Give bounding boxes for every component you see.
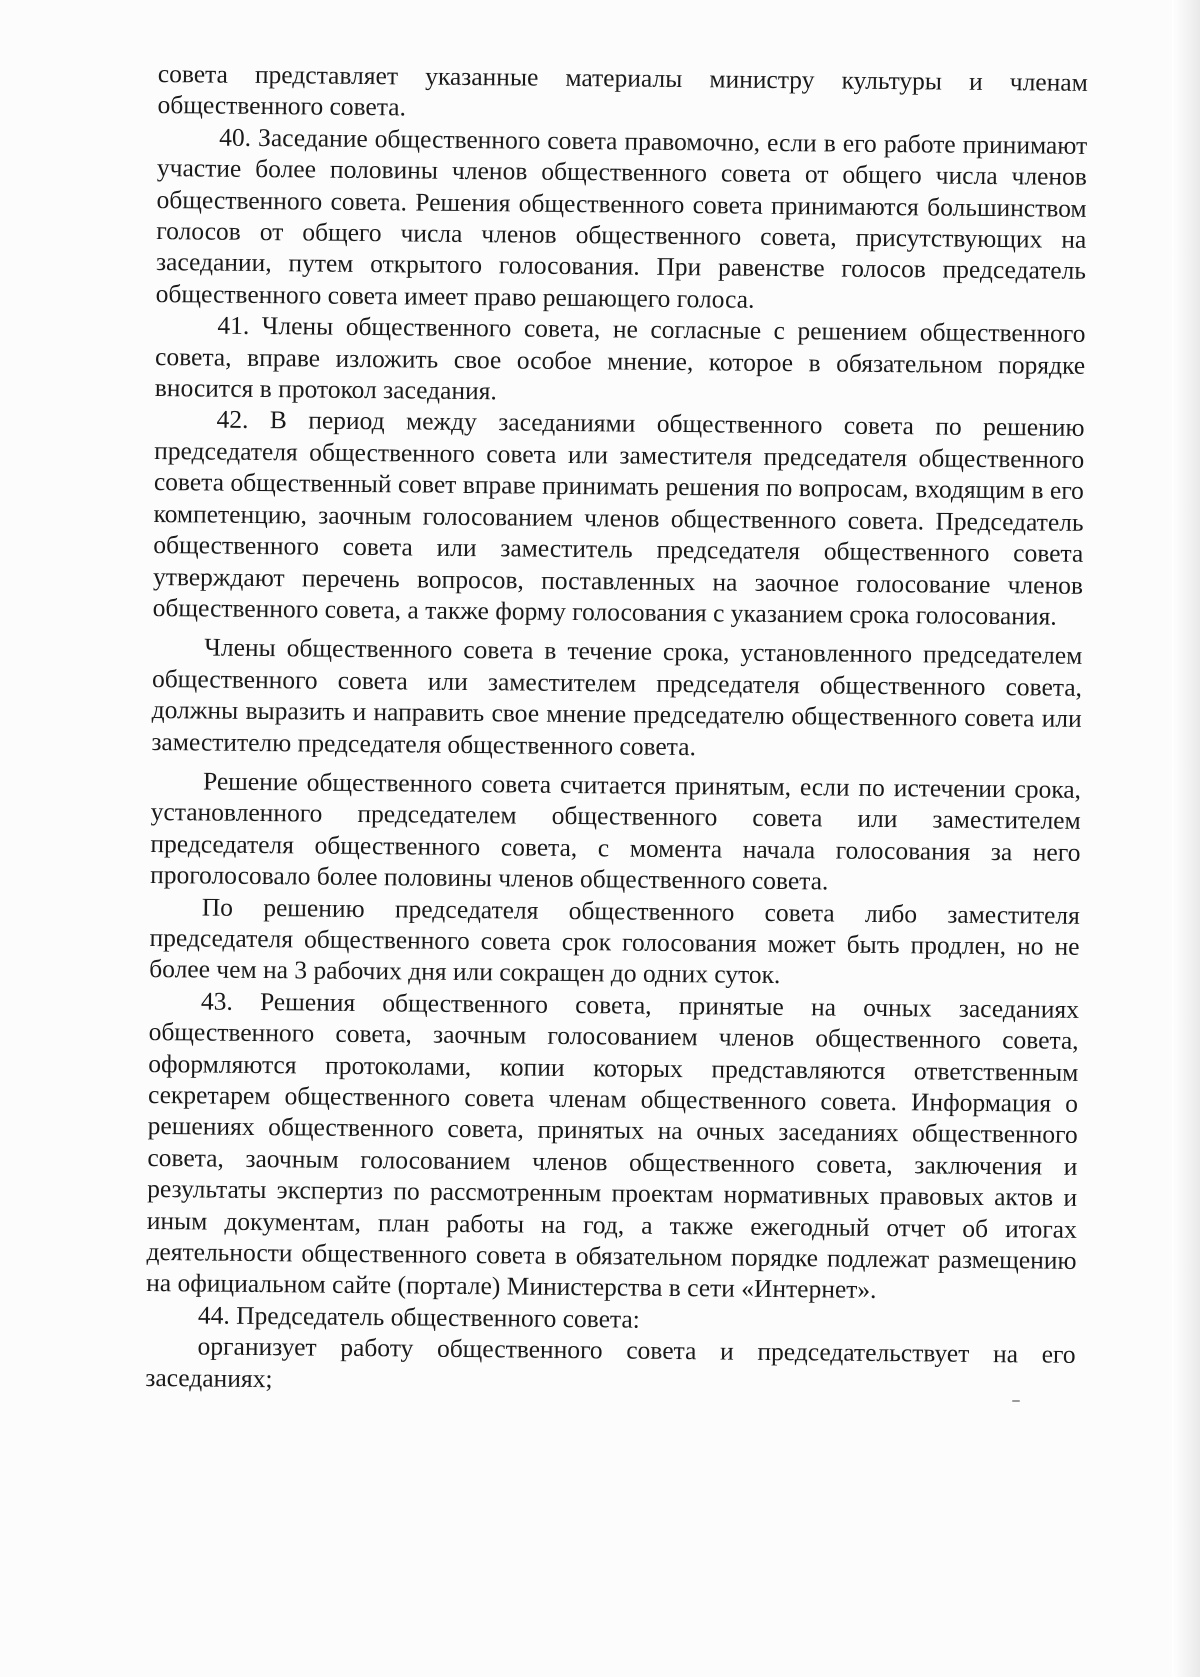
scan-speck <box>1012 1400 1020 1402</box>
paragraph-44: 44. Председатель общественного совета: <box>197 1300 640 1334</box>
paragraph-42: 42. В период между заседаниями общественного совета по решению председателя общественного совета или заместителя председателя общественного совета общественный совет вправе принимать решения по вопросам, входящим в его компетенцию, заочным голосованием членов общественного совета. Председатель общественного совета или заместитель председателя общественного совета утверждают перечень вопросов, поставленных на заочное голосование членов общественного совета, а также форму голосования с указанием срока голосования. <box>152 405 1085 631</box>
paragraph-40: 40. Заседание общественного совета правомочно, если в его работе принимают участие более половины членов общественного совета от общего числа членов общественного совета. Решения общественного совета принимаются большинством голосов от общего числа членов общественного совета, присутствующих на заседании, путем открытого голосования. При равенстве голосов председатель общественного совета имеет право решающего голоса. <box>155 122 1088 314</box>
paragraph-43: 43. Решения общественного совета, принятые на очных заседаниях общественного совета, заочным голосованием членов общественного совета, оформляются протоколами, копии которых представляются ответственным секретарем общественного совета членам общественного совета. Информация о решениях общественного совета, принятых на очных заседаниях общественного совета, заочным голосованием членов общественного совета, заключения и результаты экспертиз по рассмотренным проектам нормативных правовых актов и иным документам, план работы на год, а также ежегодный отчет об итогах деятельности общественного совета в обязательном порядке подлежат размещению на официальном сайте (портале) Министерства в сети «Интернет». <box>146 986 1080 1305</box>
paragraph-42-decision: Решение общественного совета считается принятым, если по истечении срока, установленного председателем общественного совета или заместителем председателя общественного совета, с момента начала голосования за него проголосовало более половины членов общественного совета. <box>150 766 1082 896</box>
paragraph-44-item: организует работу общественного совета и председательствует на его заседаниях; <box>145 1331 1076 1393</box>
scan-edge-shadow <box>1172 0 1200 1677</box>
paragraph-42-extension: По решению председателя общественного совета либо заместителя председателя общественного совета срок голосования может быть продлен, но не более чем на 3 рабочих дня или сокращен до одних суток. <box>149 892 1080 990</box>
paragraph-41: 41. Члены общественного совета, не согласные с решением общественного совета, вправе изложить свое особое мнение, которое в обязательном порядке вносится в протокол заседания. <box>154 310 1086 406</box>
document-body <box>145 58 1088 1402</box>
paragraph-continuation: совета представляет указанные материалы министру культуры и членам общественного совета. <box>157 58 1088 122</box>
paragraph-42-members: Члены общественного совета в течение срока, установленного председателем общественного совета или заместителем председателя общественного совета, должны выразить и направить свое мнение председателю общественного совета или заместителю председателя общественного совета. <box>151 632 1083 761</box>
